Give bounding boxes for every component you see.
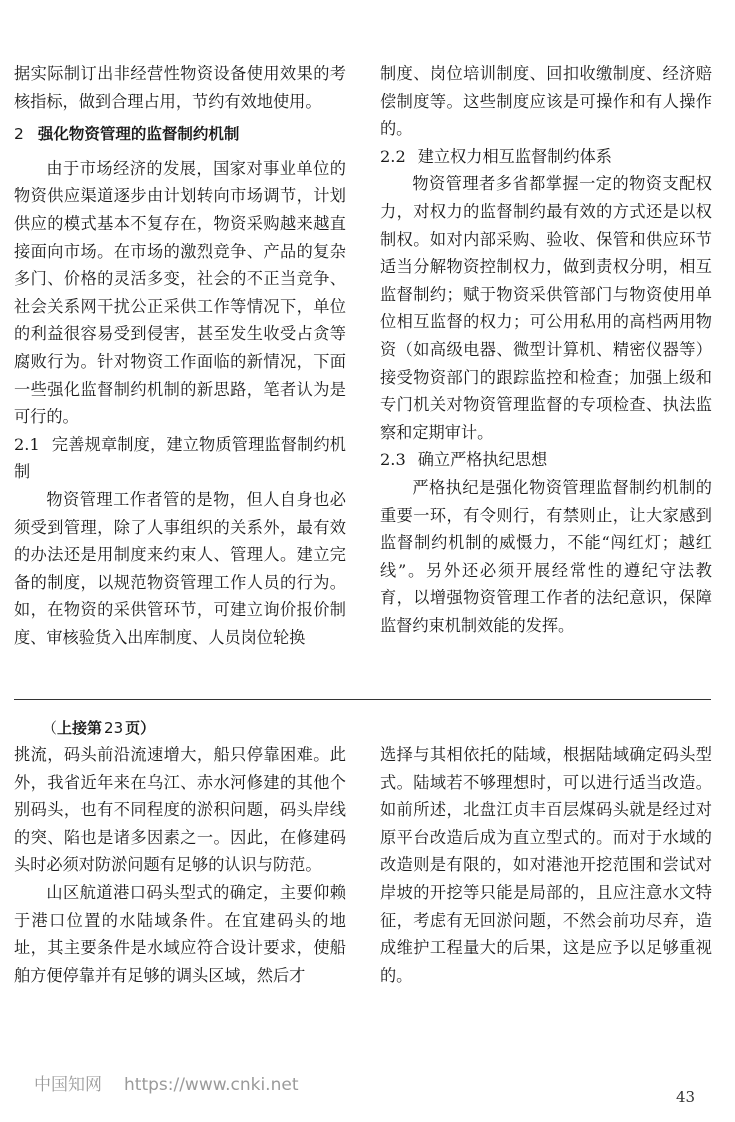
section-number: 2.1 — [14, 434, 40, 454]
right-column-bottom — [380, 741, 712, 989]
page-number: 43 — [676, 1088, 696, 1106]
intro-paragraph: 据实际制订出非经营性物资设备使用效果的考核指标，做到合理占用，节约有效地使用。 — [14, 64, 346, 111]
section-number: 2 — [14, 125, 24, 144]
section-2-3-heading — [380, 446, 712, 474]
bottom-right-paragraph-1: 选择与其相依托的陆域，根据陆域确定码头型式。陆域若不够理想时，可以进行适当改造。如前所述，北盘江贞丰百层煤码头就是经过对原平台改造后成为直立型式的。而对于水域的改造则是有限的，如对港池开挖范围和尝试对岸坡的开挖等只能是局部的，且应注意水文特征，考虑有无回淤问题，不然会前功尽弃，造成维护工程量大的后果，这是应予以足够重视的。 — [380, 745, 712, 985]
section-title: 完善规章制度，建立物质管理监督制约机制 — [14, 434, 346, 482]
continuation-label: 上接第 — [57, 719, 103, 737]
divider-line — [14, 699, 711, 700]
section-number: 2.3 — [380, 450, 406, 470]
continuation-page: 23 — [104, 719, 124, 737]
section-2-2-heading — [380, 143, 712, 171]
section-title: 确立严格执纪思想 — [417, 450, 548, 470]
section-title: 建立权力相互监督制约体系 — [417, 146, 612, 166]
right-column-top — [380, 60, 712, 639]
bottom-left-paragraph-2: 山区航道港口码头型式的确定，主要仰赖于港口位置的水陆域条件。在宜建码头的地址，其主要条件是水域应符合设计要求，使船舶方便停靠并有足够的调头区域，然后才 — [14, 882, 346, 985]
watermark-url: https://www.cnki.net — [124, 1075, 299, 1095]
section-2-3-paragraph: 严格执纪是强化物资管理监督制约机制的重要一环，有令则行，有禁则止，让大家感到监督制约机制的威慑力，不能“闯红灯；越红线”。另外还必须开展经常性的遵纪守法教育，以增强物资管理工作者的法纪意识，保障监督约束机制效能的发挥。 — [380, 477, 712, 635]
bottom-left-paragraph-1: 挑流，码头前沿流速增大，船只停靠困难。此外，我省近年来在乌江、赤水河修建的其他个别码头，也有不同程度的淤积问题，码头岸线的突、陷也是诸多因素之一。因此，在修建码头时必须对防淤问题有足够的认识与防范。 — [14, 745, 346, 875]
continued-paragraph: 制度、岗位培训制度、回扣收缴制度、经济赔偿制度等。这些制度应该是可操作和有人操作的。 — [380, 64, 712, 139]
section-2-1-heading — [14, 431, 346, 486]
cnki-watermark — [34, 1070, 320, 1095]
continuation-open: （ — [42, 719, 58, 737]
continuation-unit: 页） — [125, 719, 156, 737]
left-column-bottom — [14, 741, 346, 989]
watermark-brand: 中国知网 — [34, 1075, 102, 1095]
section-title: 强化物资管理的监督制约机制 — [37, 125, 240, 144]
continuation-note — [42, 717, 155, 739]
section-2-paragraph: 由于市场经济的发展，国家对事业单位的物资供应渠道逐步由计划转向市场调节，计划供应的模式基本不复存在，物资采购越来越直接面向市场。在市场的激烈竞争、产品的复杂多门、价格的灵活多变，社会的不正当竞争、社会关系网干扰公正采供工作等情况下，单位的利益很容易受到侵害，甚至发生收受占贪等腐败行为。针对物资工作面临的新情况，下面一些强化监督制约机制的新思路，笔者认为是可行的。 — [14, 158, 346, 427]
section-2-1-paragraph: 物资管理工作者管的是物，但人自身也必须受到管理，除了人事组织的关系外，最有效的办法还是用制度来约束人、管理人。建立完备的制度，以规范物资管理工作人员的行为。如，在物资的采供管环节，可建立询价报价制度、审核验货入出库制度、人员岗位轮换 — [14, 489, 346, 647]
section-number: 2.2 — [380, 146, 406, 166]
left-column-top — [14, 60, 346, 651]
section-2-2-paragraph: 物资管理者多省都掌握一定的物资支配权力，对权力的监督制约最有效的方式还是以权制权。如对内部采购、验收、保管和供应环节适当分解物资控制权力，做到责权分明，相互监督制约；赋于物资采供管部门与物资使用单位相互监督的权力；可公用私用的高档两用物资（如高级电器、微型计算机、精密仪器等）接受物资部门的跟踪监控和检查；加强上级和专门机关对物资管理监督的专项检查、执法监察和定期审计。 — [380, 174, 712, 442]
section-2-heading — [14, 121, 346, 149]
